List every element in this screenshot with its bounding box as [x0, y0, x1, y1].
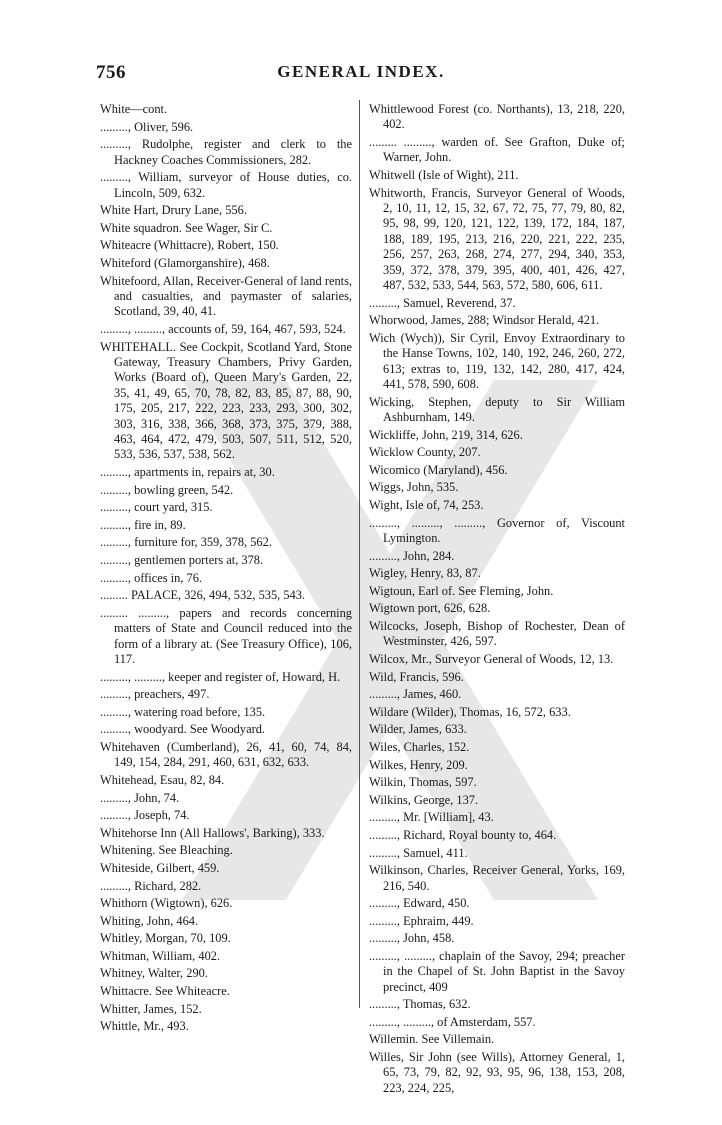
index-entry: Whiteford (Glamorganshire), 468.: [100, 255, 270, 270]
index-entry: ........., William, surveyor of House duties, co. Lincoln, 509, 632.: [100, 170, 352, 200]
index-column-right: [369, 102, 625, 1098]
index-entry: Whitwell (Isle of Wight), 211.: [369, 168, 519, 182]
index-entry: ........., Thomas, 632.: [369, 997, 471, 1012]
index-entry: ........., John, 284.: [369, 548, 455, 563]
index-entry: Whitman, William, 402.: [100, 948, 221, 963]
index-entry: ........., court yard, 315.: [100, 500, 213, 515]
index-entry: ........., ........., keeper and register of, Howard, H.: [100, 669, 341, 684]
index-entry: ........., Richard, 282.: [100, 878, 202, 893]
index-entry: Wiles, Charles, 152.: [369, 739, 470, 754]
index-entry: Whittle, Mr., 493.: [100, 1019, 189, 1034]
index-entry: Whitney, Walter, 290.: [100, 966, 208, 981]
index-entry: ........., Joseph, 74.: [100, 808, 190, 823]
index-entry: ......... PALACE, 326, 494, 532, 535, 543.: [100, 588, 306, 603]
index-entry: Wight, Isle of, 74, 253.: [369, 498, 484, 512]
index-entry: ........., apartments in, repairs at, 30.: [100, 465, 275, 479]
page-header: [96, 62, 626, 86]
index-entry: Wildare (Wilder), Thomas, 16, 572, 633.: [369, 704, 571, 719]
index-entry: Whiting, John, 464.: [100, 913, 199, 928]
index-entry: Whithorn (Wigtown), 626.: [100, 896, 233, 911]
index-entry: White—cont.: [100, 102, 168, 116]
index-entry: ........., Mr. [William], 43.: [369, 810, 494, 825]
index-entry: ........., preachers, 497.: [100, 687, 210, 702]
index-entry: Whiteside, Gilbert, 459.: [100, 860, 220, 875]
index-entry: Whitehaven (Cumberland), 26, 41, 60, 74, 84, 149, 154, 284, 291, 460, 631, 632, 633.: [100, 739, 352, 770]
index-entry: ........., John, 458.: [369, 931, 455, 946]
index-entry: ........., gentlemen porters at, 378.: [100, 552, 264, 567]
index-entry: Whitefoord, Allan, Receiver-General of land rents, and casualties, and paymaster of salaries, Scotland, 39, 40, 41.: [100, 273, 352, 319]
index-entry: Wilkin, Thomas, 597.: [369, 775, 477, 790]
index-entry: ........., Samuel, 411.: [369, 845, 468, 860]
index-entry: White Hart, Drury Lane, 556.: [100, 203, 247, 218]
index-entry: ........., furniture for, 359, 378, 562.: [100, 535, 272, 550]
index-entry: ......... ........., papers and records concerning matters of State and Council reduced into the form of a library at. (See Treasury Office), 106, 117.: [100, 605, 352, 666]
index-column-left: [100, 102, 352, 1037]
index-entry: ........., Oliver, 596.: [100, 119, 194, 134]
index-entry: Whiteacre (Whittacre), Robert, 150.: [100, 238, 279, 253]
index-entry: Whitehorse Inn (All Hallows', Barking), 333.: [100, 825, 325, 840]
index-entry: ........., ........., accounts of, 59, 164, 467, 593, 524.: [100, 321, 346, 336]
index-entry: Whittacre. See Whiteacre.: [100, 984, 230, 999]
index-entry: WHITEHALL. See Cockpit, Scotland Yard, Stone Gateway, Treasury Chambers, Privy Garden, Works (Board of), Queen Mary's Garden, 22, 35, 41, 49, 65, 70, 78, 82, 83, 85, 87, 88, 90, 175, 205, 217, 222, 223, 233, 293, 300, 302, 303, 316, 338, 366, 368, 373, 375, 379, 388, 463, 464, 472, 479, 503, 507, 511, 512, 520, 533, 536, 537, 538, 562.: [100, 339, 352, 462]
column-divider: [359, 100, 360, 1008]
index-entry: Wilkes, Henry, 209.: [369, 757, 468, 772]
index-entry: Whitley, Morgan, 70, 109.: [100, 931, 231, 946]
index-entry: Wilkinson, Charles, Receiver General, Yorks, 169, 216, 540.: [369, 863, 625, 893]
index-entry: Whittlewood Forest (co. Northants), 13, 218, 220, 402.: [369, 102, 625, 132]
index-entry: Willes, Sir John (see Wills), Attorney General, 1, 65, 73, 79, 82, 92, 93, 95, 96, 138, 153, 208, 223, 224, 225,: [369, 1050, 625, 1095]
index-entry: ........., watering road before, 135.: [100, 704, 266, 719]
index-entry: Willemin. See Villemain.: [369, 1032, 495, 1047]
page-title: GENERAL INDEX.: [277, 62, 445, 81]
index-entry: ........., James, 460.: [369, 687, 462, 702]
index-entry: ........., John, 74.: [100, 790, 180, 805]
index-entry: ........., Rudolphe, register and clerk to the Hackney Coaches Commissioners, 282.: [100, 137, 352, 167]
index-entry: Whitehead, Esau, 82, 84.: [100, 772, 225, 787]
index-entry: Wilcox, Mr., Surveyor General of Woods, 12, 13.: [369, 651, 614, 666]
index-entry: Wiggs, John, 535.: [369, 480, 459, 495]
index-entry: Whitening. See Bleaching.: [100, 843, 233, 858]
index-entry: Wicomico (Maryland), 456.: [369, 462, 508, 477]
index-entry: ........., Ephraim, 449.: [369, 913, 474, 928]
index-entry: ........., bowling green, 542.: [100, 482, 234, 497]
index-entry: Wild, Francis, 596.: [369, 669, 464, 684]
index-entry: ........., Samuel, Reverend, 37.: [369, 295, 516, 310]
index-entry: Wilkins, George, 137.: [369, 792, 479, 807]
index-entry: ........., ........., of Amsterdam, 557.: [369, 1014, 536, 1029]
index-entry: Wich (Wych)), Sir Cyril, Envoy Extraordinary to the Hanse Towns, 102, 140, 192, 246, 260, 272, 613; extras to, 119, 132, 142, 280, 417, 424, 441, 578, 590, 608.: [369, 330, 625, 392]
index-entry: ........., fire in, 89.: [100, 517, 186, 532]
index-entry: ........., Richard, Royal bounty to, 464.: [369, 827, 557, 842]
index-entry: ........., ........., ........., Governor of, Viscount Lymington.: [369, 515, 625, 545]
index-entry: ......... ........., warden of. See Grafton, Duke of; Warner, John.: [369, 135, 625, 165]
index-entry: ........., woodyard. See Woodyard.: [100, 722, 265, 737]
index-entry: Wilcocks, Joseph, Bishop of Rochester, Dean of Westminster, 426, 597.: [369, 618, 625, 649]
index-entry: Wigtown port, 626, 628.: [369, 601, 491, 616]
index-entry: Whitworth, Francis, Surveyor General of Woods, 2, 10, 11, 12, 15, 32, 67, 72, 75, 77, 79, 80, 82, 95, 98, 99, 120, 121, 122, 139, 172, 184, 187, 188, 189, 195, 213, 216, 220, 221, 222, 235, 256, 257, 263, 268, 274, 277, 294, 340, 353, 359, 372, 378, 379, 395, 400, 401, 426, 427, 487, 532, 533, 544, 563, 572, 580, 606, 611.: [369, 185, 625, 293]
index-entry: Wicking, Stephen, deputy to Sir William Ashburnham, 149.: [369, 394, 625, 425]
index-entry: Whitter, James, 152.: [100, 1001, 202, 1016]
index-entry: Wickliffe, John, 219, 314, 626.: [369, 427, 523, 442]
page-number: 756: [96, 62, 126, 83]
index-entry: White squadron. See Wager, Sir C.: [100, 220, 273, 235]
index-entry: ........., ........., chaplain of the Savoy, 294; preacher in the Chapel of St. John Baptist in the Savoy precinct, 409: [369, 948, 625, 994]
index-entry: Wilder, James, 633.: [369, 722, 467, 737]
index-entry: ........., Edward, 450.: [369, 896, 470, 911]
index-entry: Wigley, Henry, 83, 87.: [369, 566, 481, 581]
index-entry: ........., offices in, 76.: [100, 570, 202, 585]
index-entry: Whorwood, James, 288; Windsor Herald, 421.: [369, 313, 600, 328]
index-entry: Wigtoun, Earl of. See Fleming, John.: [369, 583, 554, 598]
index-entry: Wicklow County, 207.: [369, 445, 481, 460]
